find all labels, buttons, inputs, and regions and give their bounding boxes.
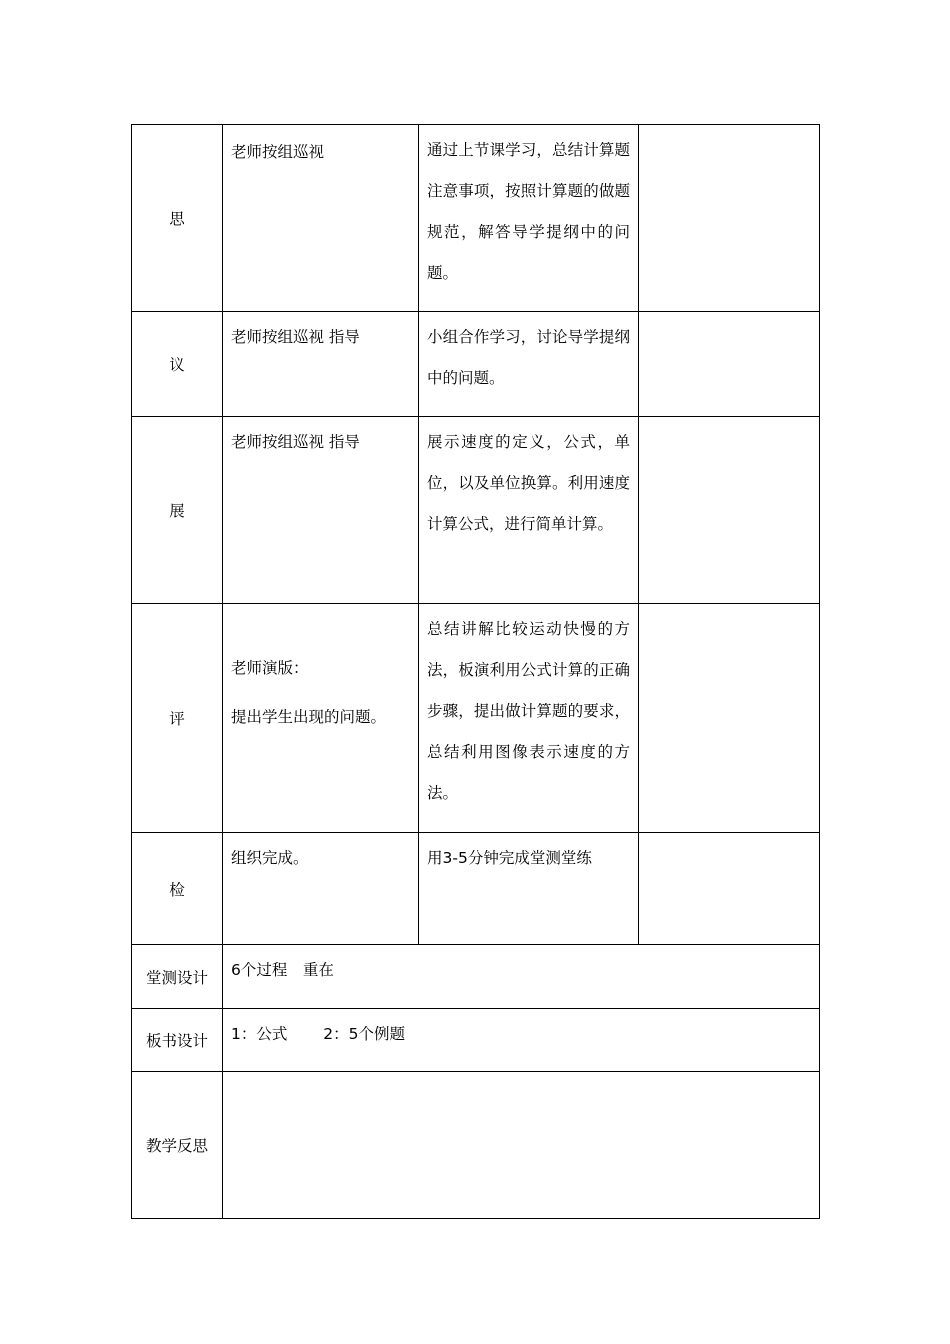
teacher-activity-text: 组织完成。 [231,849,309,867]
row-content-text: 1：公式 2：5个例题 [231,1025,406,1043]
stage-label: 检 [132,833,223,945]
teacher-activity-cell [223,312,419,417]
row-content-cell [223,1009,820,1072]
row-content-text [223,1072,819,1084]
stage-row-jian [132,833,820,945]
student-activity-cell [419,833,639,945]
stage-row-ping [132,604,820,833]
student-activity-cell [419,417,639,604]
student-activity-text: 展示速度的定义，公式，单位，以及单位换算。利用速度计算公式，进行简单计算。 [427,433,630,533]
empty-cell [639,312,820,417]
row-content-text: 6个过程 重在 [231,961,334,979]
teacher-activity-text: 老师演版： [231,659,309,677]
row-content-cell [223,945,820,1009]
row-label: 堂测设计 [132,945,223,1009]
empty-cell [639,833,820,945]
teacher-activity-cell [223,604,419,833]
teacher-activity-text: 老师按组巡视 指导 [231,328,360,346]
teacher-activity-cell [223,833,419,945]
row-content-cell [223,1072,820,1219]
stage-label: 评 [132,604,223,833]
lesson-plan-table [131,124,820,1219]
teacher-activity-text: 老师按组巡视 [231,143,325,161]
stage-label: 思 [132,125,223,312]
empty-cell [639,125,820,312]
student-activity-text: 通过上节课学习，总结计算题注意事项，按照计算题的做题规范，解答导学提纲中的问题。 [427,141,630,282]
stage-label: 议 [132,312,223,417]
empty-cell [639,604,820,833]
stage-row-si [132,125,820,312]
student-activity-text: 用3-5分钟完成堂测堂练 [427,849,592,867]
student-activity-text: 总结讲解比较运动快慢的方法，板演利用公式计算的正确步骤，提出做计算题的要求，总结利用图像表示速度的方法。 [427,620,630,802]
student-activity-cell [419,125,639,312]
row-label: 板书设计 [132,1009,223,1072]
stage-row-yi [132,312,820,417]
teacher-activity-cell [223,125,419,312]
student-activity-cell [419,604,639,833]
teacher-activity-text: 提出学生出现的问题。 [231,708,387,726]
teacher-activity-cell [223,417,419,604]
row-label: 教学反思 [132,1072,223,1219]
footer-row-test-design [132,945,820,1009]
stage-row-zhan [132,417,820,604]
student-activity-cell [419,312,639,417]
empty-cell [639,417,820,604]
footer-row-board-design [132,1009,820,1072]
teacher-activity-text: 老师按组巡视 指导 [231,433,360,451]
footer-row-reflection [132,1072,820,1219]
stage-label: 展 [132,417,223,604]
student-activity-text: 小组合作学习，讨论导学提纲中的问题。 [427,328,630,387]
